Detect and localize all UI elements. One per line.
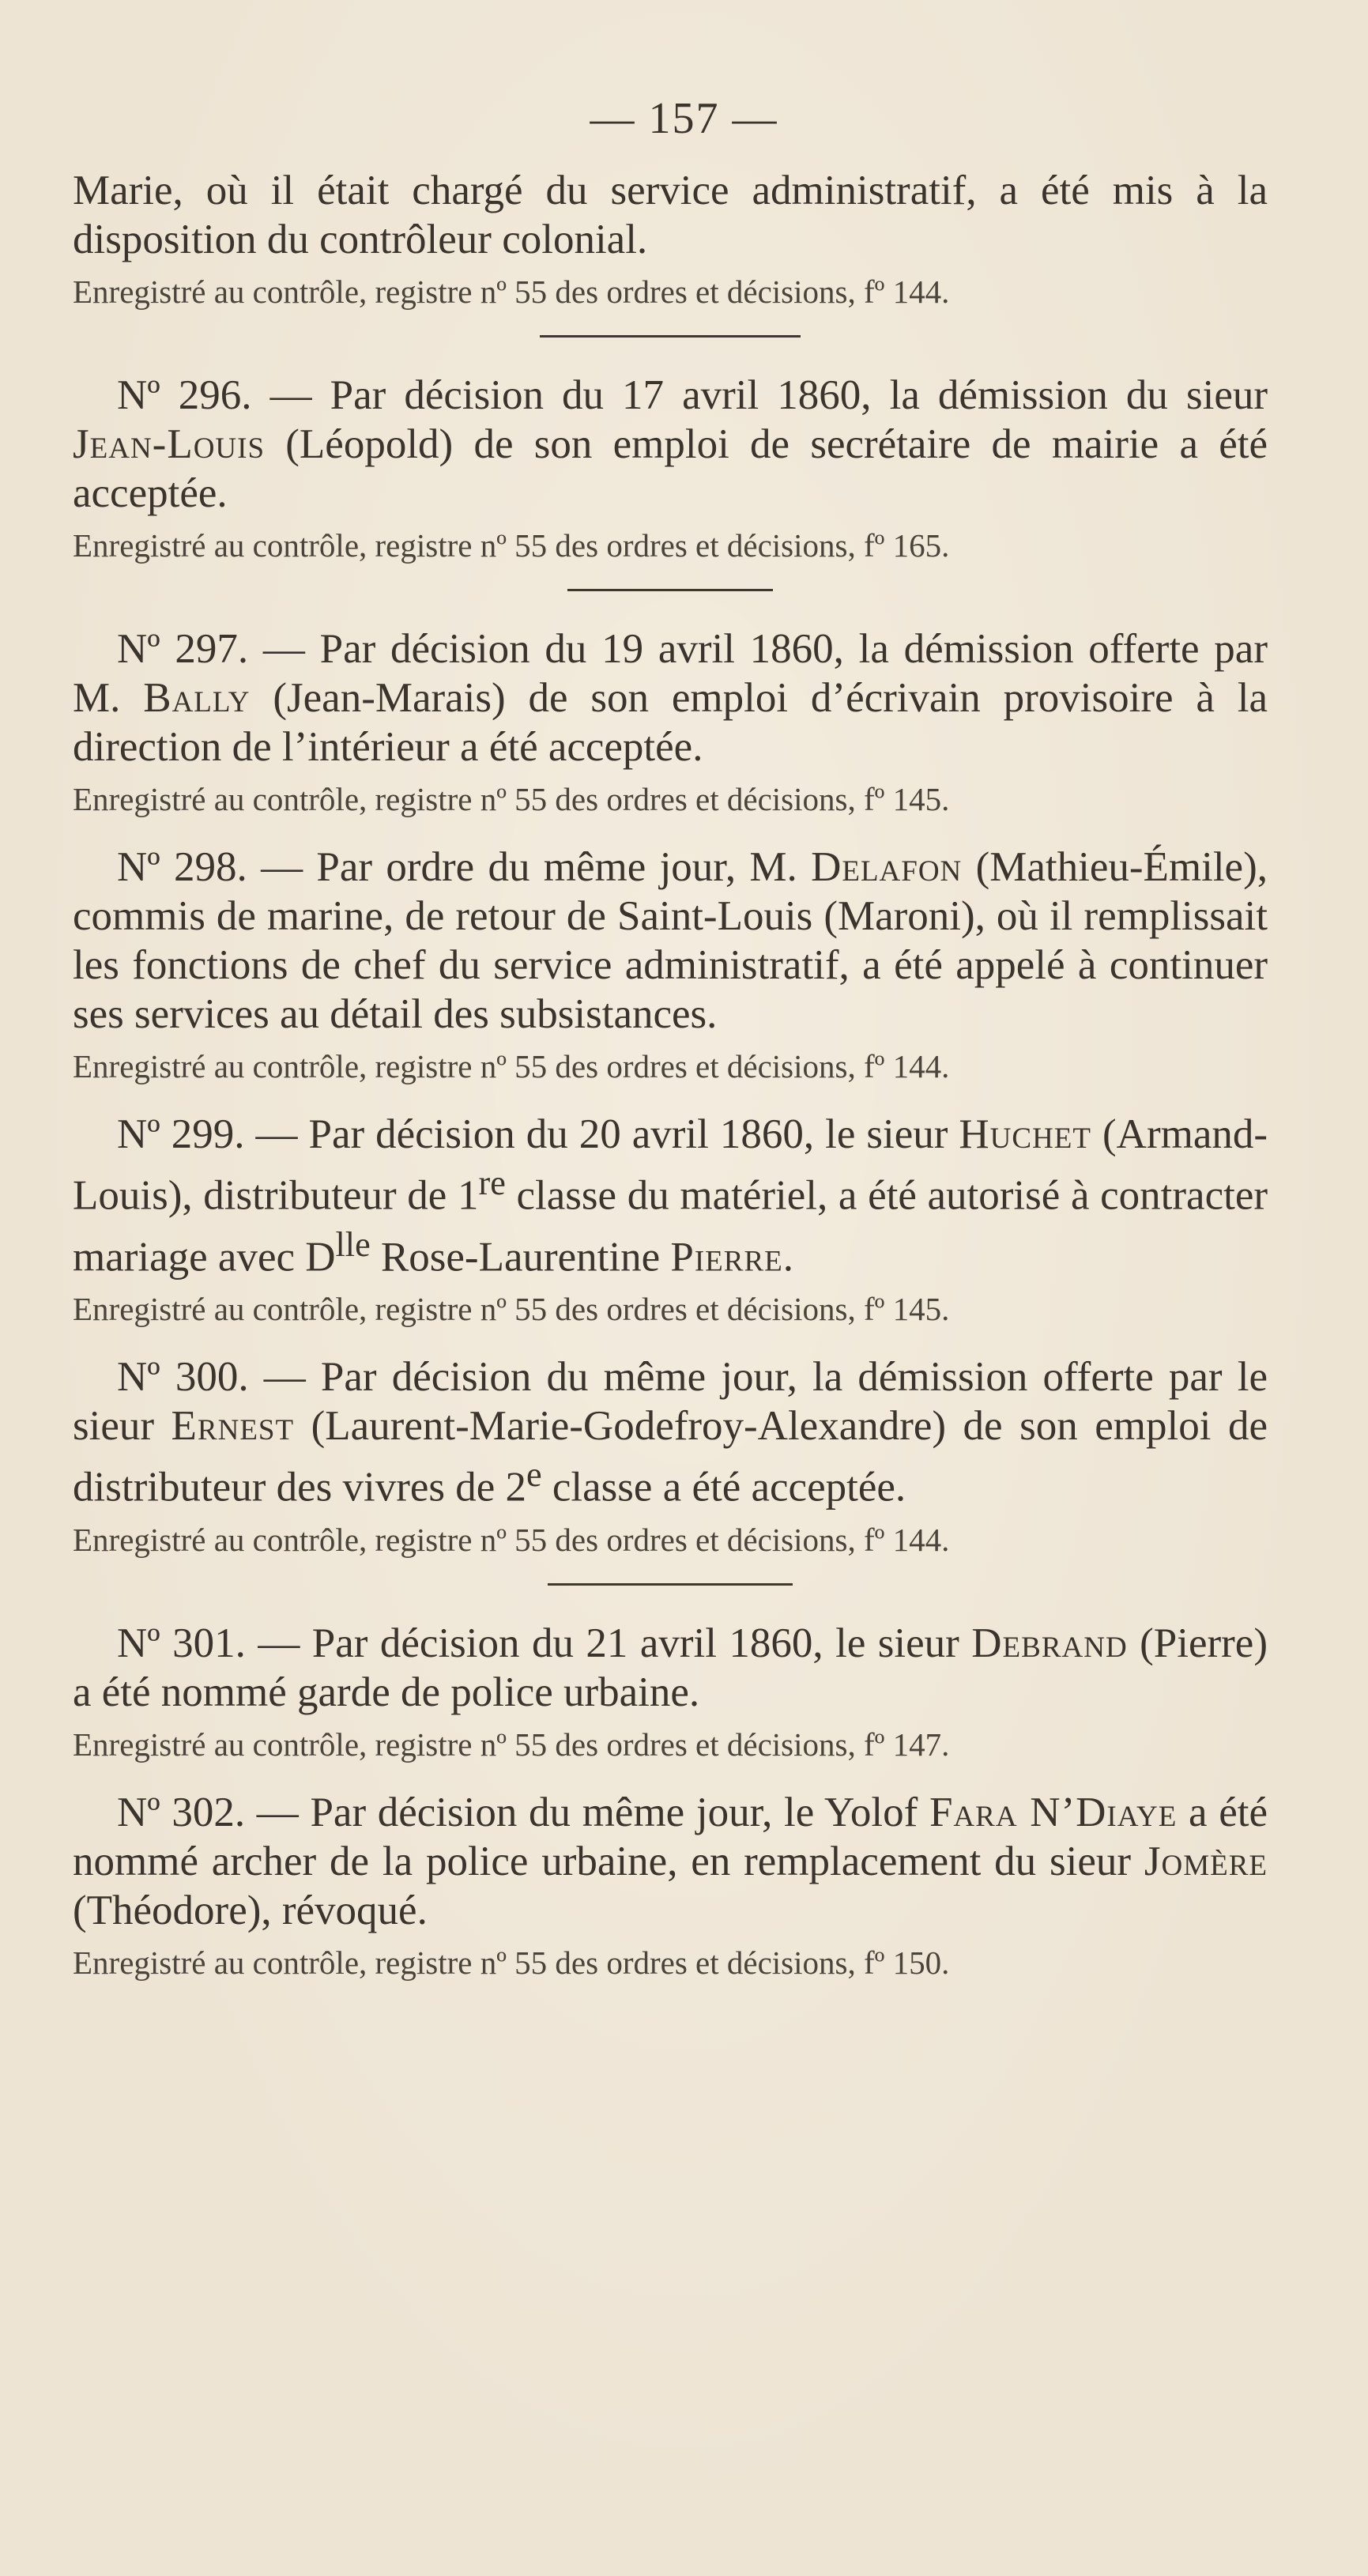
- person-name: Huchet: [959, 1111, 1092, 1157]
- superscript: re: [478, 1164, 506, 1202]
- entry-text: — Par décision du 21 avril 1860, le sieur: [245, 1620, 972, 1666]
- person-name: Debrand: [971, 1620, 1128, 1666]
- entry-297: [73, 624, 1268, 771]
- registration-line: Enregistré au contrôle, registre nº 55 des ordres et décisions, fº 165.: [73, 527, 950, 564]
- entry-number: Nº 298.: [117, 844, 247, 890]
- entry-text: — Par ordre du même jour, M.: [247, 844, 812, 890]
- entry-text: — Par décision du même jour, la démission offerte par le sieur: [73, 1354, 1268, 1450]
- superscript: lle: [335, 1224, 371, 1264]
- registration-line: Enregistré au contrôle, registre nº 55 des ordres et décisions, fº 145.: [73, 781, 950, 817]
- entry-text: (Laurent-Marie-Godefroy-Alexandre) de son emploi de distributeur des vivres de 2: [73, 1403, 1268, 1511]
- entry-number: Nº 299.: [117, 1111, 245, 1157]
- registration-line: Enregistré au contrôle, registre nº 55 des ordres et décisions, fº 144.: [73, 1521, 950, 1558]
- entry-number: Nº 297.: [117, 626, 249, 672]
- person-name: Bally: [143, 675, 251, 721]
- entry-text: — Par décision du même jour, le Yolof: [245, 1789, 929, 1835]
- entry-302: [73, 1788, 1268, 1935]
- document-body: [73, 166, 1268, 1984]
- entry-301: [73, 1619, 1268, 1717]
- entry-number: Nº 301.: [117, 1620, 246, 1666]
- registration-line: Enregistré au contrôle, registre nº 55 des ordres et décisions, fº 147.: [73, 1726, 950, 1763]
- entry-text: (Jean-Marais) de son emploi d’écrivain provisoire à la direction de l’intérieur a été acceptée.: [73, 675, 1268, 770]
- entry-299: [73, 1110, 1268, 1281]
- registration-line: Enregistré au contrôle, registre nº 55 des ordres et décisions, fº 144.: [73, 1048, 950, 1084]
- entry-text: (Théodore), révoqué.: [73, 1887, 428, 1933]
- entry-text: Rose-Laurentine: [370, 1234, 671, 1280]
- registration-line: Enregistré au contrôle, registre nº 55 des ordres et décisions, fº 144.: [73, 273, 950, 310]
- entry-number: Nº 302.: [117, 1789, 246, 1835]
- entry-text: (Léopold) de son emploi de secrétaire de mairie a été acceptée.: [73, 421, 1268, 516]
- person-name: Delafon: [811, 844, 963, 890]
- entry-300: [73, 1352, 1268, 1512]
- page-number: — 157 —: [590, 94, 778, 143]
- entry-text: (Armand-Louis), distributeur de 1: [73, 1111, 1268, 1219]
- person-name: Fara N’Diaye: [929, 1789, 1178, 1835]
- entry-number: Nº 300.: [117, 1354, 249, 1401]
- entry-text: classe a été acceptée.: [541, 1464, 906, 1511]
- registration-line: Enregistré au contrôle, registre nº 55 des ordres et décisions, fº 145.: [73, 1291, 950, 1328]
- superscript: e: [526, 1455, 542, 1495]
- entry-296: [73, 371, 1268, 518]
- entry-text: (Mathieu-Émile), commis de marine, de retour de Saint-Louis (Maroni), où il remplissait les fonctions de chef du service administratif, a été appelé à continuer ses services au détail des subsistances.: [73, 844, 1268, 1037]
- person-name: Jean-Louis: [73, 421, 266, 467]
- entry-text: — Par décision du 17 avril 1860, la démission du sieur: [251, 372, 1268, 418]
- entry-text: classe du matériel, a été autorisé à contracter mariage avec D: [73, 1172, 1268, 1280]
- person-name: Ernest: [171, 1403, 295, 1450]
- entry-text: .: [782, 1234, 793, 1280]
- entry-text: — Par décision du 20 avril 1860, le sieur: [244, 1111, 959, 1157]
- entry-text: (Pierre) a été nommé garde de police urbaine.: [73, 1620, 1268, 1715]
- person-name: Pierre: [670, 1234, 783, 1280]
- person-name: Jomère: [1144, 1838, 1268, 1884]
- registration-line: Enregistré au contrôle, registre nº 55 des ordres et décisions, fº 150.: [73, 1944, 950, 1981]
- entry-text: — Par décision du 19 avril 1860, la démission offerte par M.: [73, 626, 1268, 721]
- entry-continuation-text: Marie, où il était chargé du service administratif, a été mis à la disposition du contrôleur colonial.: [73, 168, 1268, 262]
- entry-text: a été nommé archer de la police urbaine, en remplacement du sieur: [73, 1789, 1268, 1884]
- entry-298: [73, 843, 1268, 1039]
- entry-number: Nº 296.: [117, 372, 252, 418]
